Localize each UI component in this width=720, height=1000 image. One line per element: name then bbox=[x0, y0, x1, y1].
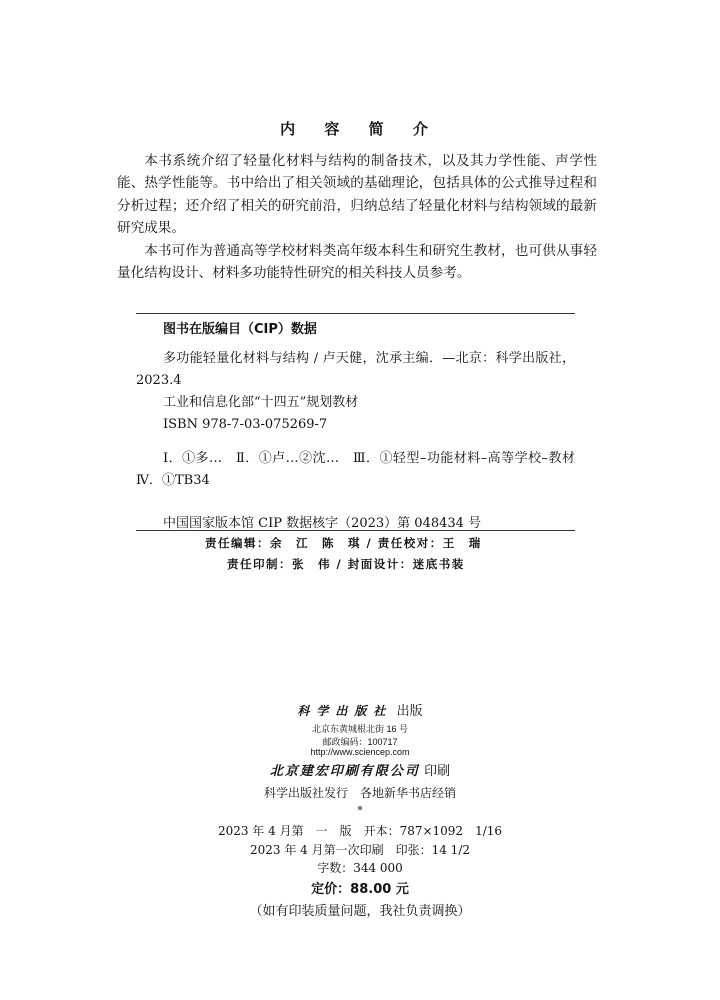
printer-name: 北京建宏印刷有限公司 bbox=[269, 764, 420, 779]
publisher-address: 北京东黄城根北街 16 号 bbox=[311, 724, 408, 734]
cip-heading: 图书在版编目（CIP）数据 bbox=[163, 322, 317, 337]
price: 定价：88.00 元 bbox=[311, 882, 409, 897]
distribution-line: 科学出版社发行 各地新华书店经销 bbox=[263, 786, 456, 800]
publisher-name: 科学出版社 bbox=[297, 704, 393, 718]
cip-classification: Ⅰ．①多… Ⅱ．①卢…②沈… Ⅲ．①轻型–功能材料–高等学校–教材 Ⅳ．①TB34 bbox=[136, 451, 589, 488]
publisher-postcode: 邮政编码：100717 bbox=[322, 737, 398, 747]
printer-suffix: 印刷 bbox=[424, 764, 451, 779]
printing-line: 2023 年 4 月第一次印刷 印张：14 1/2 bbox=[249, 843, 470, 857]
publisher-suffix: 出版 bbox=[396, 704, 423, 719]
cip-entry: 多功能轻量化材料与结构 / 卢天健，沈承主编．—北京：科学出版社，2023.4 bbox=[136, 351, 575, 388]
printer-line bbox=[0, 760, 720, 779]
editor-credits: 责任编辑：余 江 陈 琪 / 责任校对：王 瑞 bbox=[205, 536, 482, 550]
cip-series: 工业和信息化部“十四五”规划教材 bbox=[163, 395, 359, 410]
introduction bbox=[117, 150, 597, 284]
cip-isbn: ISBN 978-7-03-075269-7 bbox=[163, 417, 328, 432]
cip-record bbox=[136, 348, 589, 492]
cip-top-rule bbox=[136, 313, 575, 314]
cip-bottom-rule bbox=[136, 530, 575, 531]
cip-spacer bbox=[136, 436, 575, 448]
separator-star: * bbox=[357, 804, 363, 817]
edition-line: 2023 年 4 月第 一 版 开本：787×1092 1/16 bbox=[217, 824, 503, 838]
quality-notice: （如有印装质量问题，我社负责调换） bbox=[249, 904, 471, 919]
cip-data-number: 中国国家版本馆 CIP 数据核字（2023）第 048434 号 bbox=[163, 516, 482, 531]
intro-paragraph-2: 本书可作为普通高等学校材料类高年级本科生和研究生教材，也可供从事轻量化结构设计、材料多功能特性研究的相关科技人员参考。 bbox=[117, 242, 597, 282]
intro-paragraph-1: 本书系统介绍了轻量化材料与结构的制备技术，以及其力学性能、声学性能、热学性能等。书中给出了相关领域的基础理论，包括具体的公式推导过程和分析过程；还介绍了相关的研究前沿，归纳总结了轻量化材料与结构领域的最新研究成果。 bbox=[117, 153, 597, 237]
word-count: 字数：344 000 bbox=[317, 861, 403, 875]
production-credits: 责任印制：张 伟 / 封面设计：迷底书装 bbox=[227, 557, 465, 571]
page-title: 内 容 简 介 bbox=[280, 120, 440, 138]
publisher-website: http://www.sciencep.com bbox=[310, 747, 410, 757]
publisher-line bbox=[0, 700, 720, 719]
